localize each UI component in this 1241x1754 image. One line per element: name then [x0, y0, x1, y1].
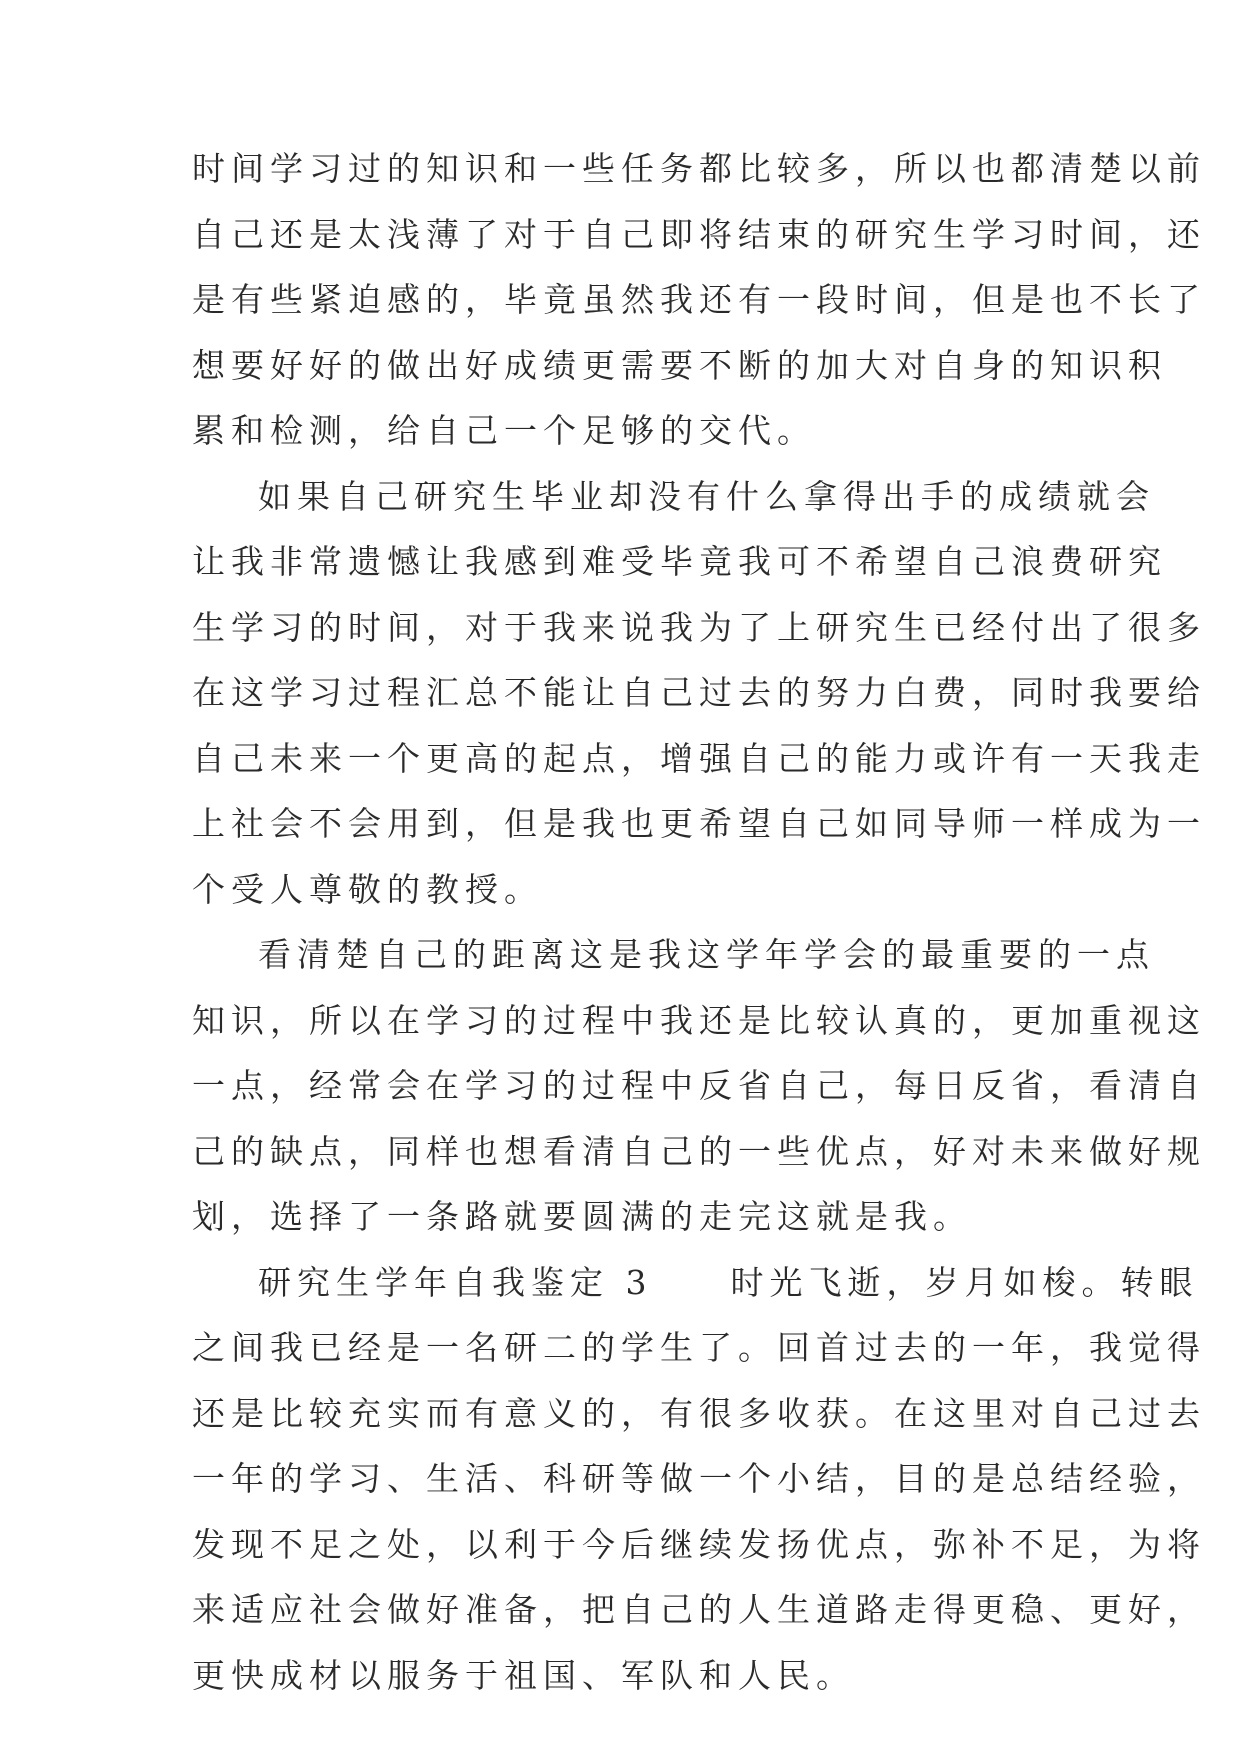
section-heading-line: 研究生学年自我鉴定 3 时光飞逝，岁月如梭。转眼 — [258, 1262, 1199, 1302]
text-line: 一年的学习、生活、科研等做一个小结，目的是总结经验， — [192, 1459, 1206, 1498]
text-line: 发现不足之处，以利于今后继续发扬优点，弥补不足，为将 — [192, 1524, 1206, 1564]
text-line: 想要好好的做出好成绩更需要不断的加大对自身的知识积 — [192, 345, 1167, 385]
text-line: 时间学习过的知识和一些任务都比较多，所以也都清楚以前 — [192, 149, 1206, 188]
paragraph-first-line: 看清楚自己的距离这是我这学年学会的最重要的一点 — [258, 935, 1155, 974]
text-line: 之间我已经是一名研二的学生了。回首过去的一年，我觉得 — [192, 1328, 1206, 1367]
text-line: 上社会不会用到，但是我也更希望自己如同导师一样成为一 — [192, 804, 1206, 843]
text-line: 知识，所以在学习的过程中我还是比较认真的，更加重视这 — [192, 1000, 1206, 1040]
text-line: 自己未来一个更高的起点，增强自己的能力或许有一天我走 — [192, 738, 1206, 778]
text-line: 在这学习过程汇总不能让自己过去的努力白费，同时我要给 — [192, 673, 1206, 712]
text-line: 生学习的时间，对于我来说我为了上研究生已经付出了很多 — [192, 607, 1206, 647]
text-line: 己的缺点，同样也想看清自己的一些优点，好对未来做好规 — [192, 1131, 1206, 1171]
text-line: 自己还是太浅薄了对于自己即将结束的研究生学习时间，还 — [192, 214, 1206, 254]
text-line: 让我非常遗憾让我感到难受毕竟我可不希望自己浪费研究 — [192, 542, 1167, 581]
text-line: 更快成材以服务于祖国、军队和人民。 — [192, 1655, 855, 1695]
text-line: 个受人尊敬的教授。 — [192, 869, 543, 909]
text-line: 来适应社会做好准备，把自己的人生道路走得更稳、更好， — [192, 1590, 1206, 1629]
text-line: 一点，经常会在学习的过程中反省自己，每日反省，看清自 — [192, 1066, 1206, 1105]
document-body — [192, 136, 1206, 1708]
text-line: 划，选择了一条路就要圆满的走完这就是我。 — [192, 1197, 972, 1236]
text-line: 还是比较充实而有意义的，有很多收获。在这里对自己过去 — [192, 1393, 1206, 1433]
text-line: 累和检测，给自己一个足够的交代。 — [192, 411, 816, 450]
paragraph-first-line: 如果自己研究生毕业却没有什么拿得出手的成绩就会 — [258, 476, 1155, 516]
text-line: 是有些紧迫感的，毕竟虽然我还有一段时间，但是也不长了 — [192, 280, 1206, 319]
